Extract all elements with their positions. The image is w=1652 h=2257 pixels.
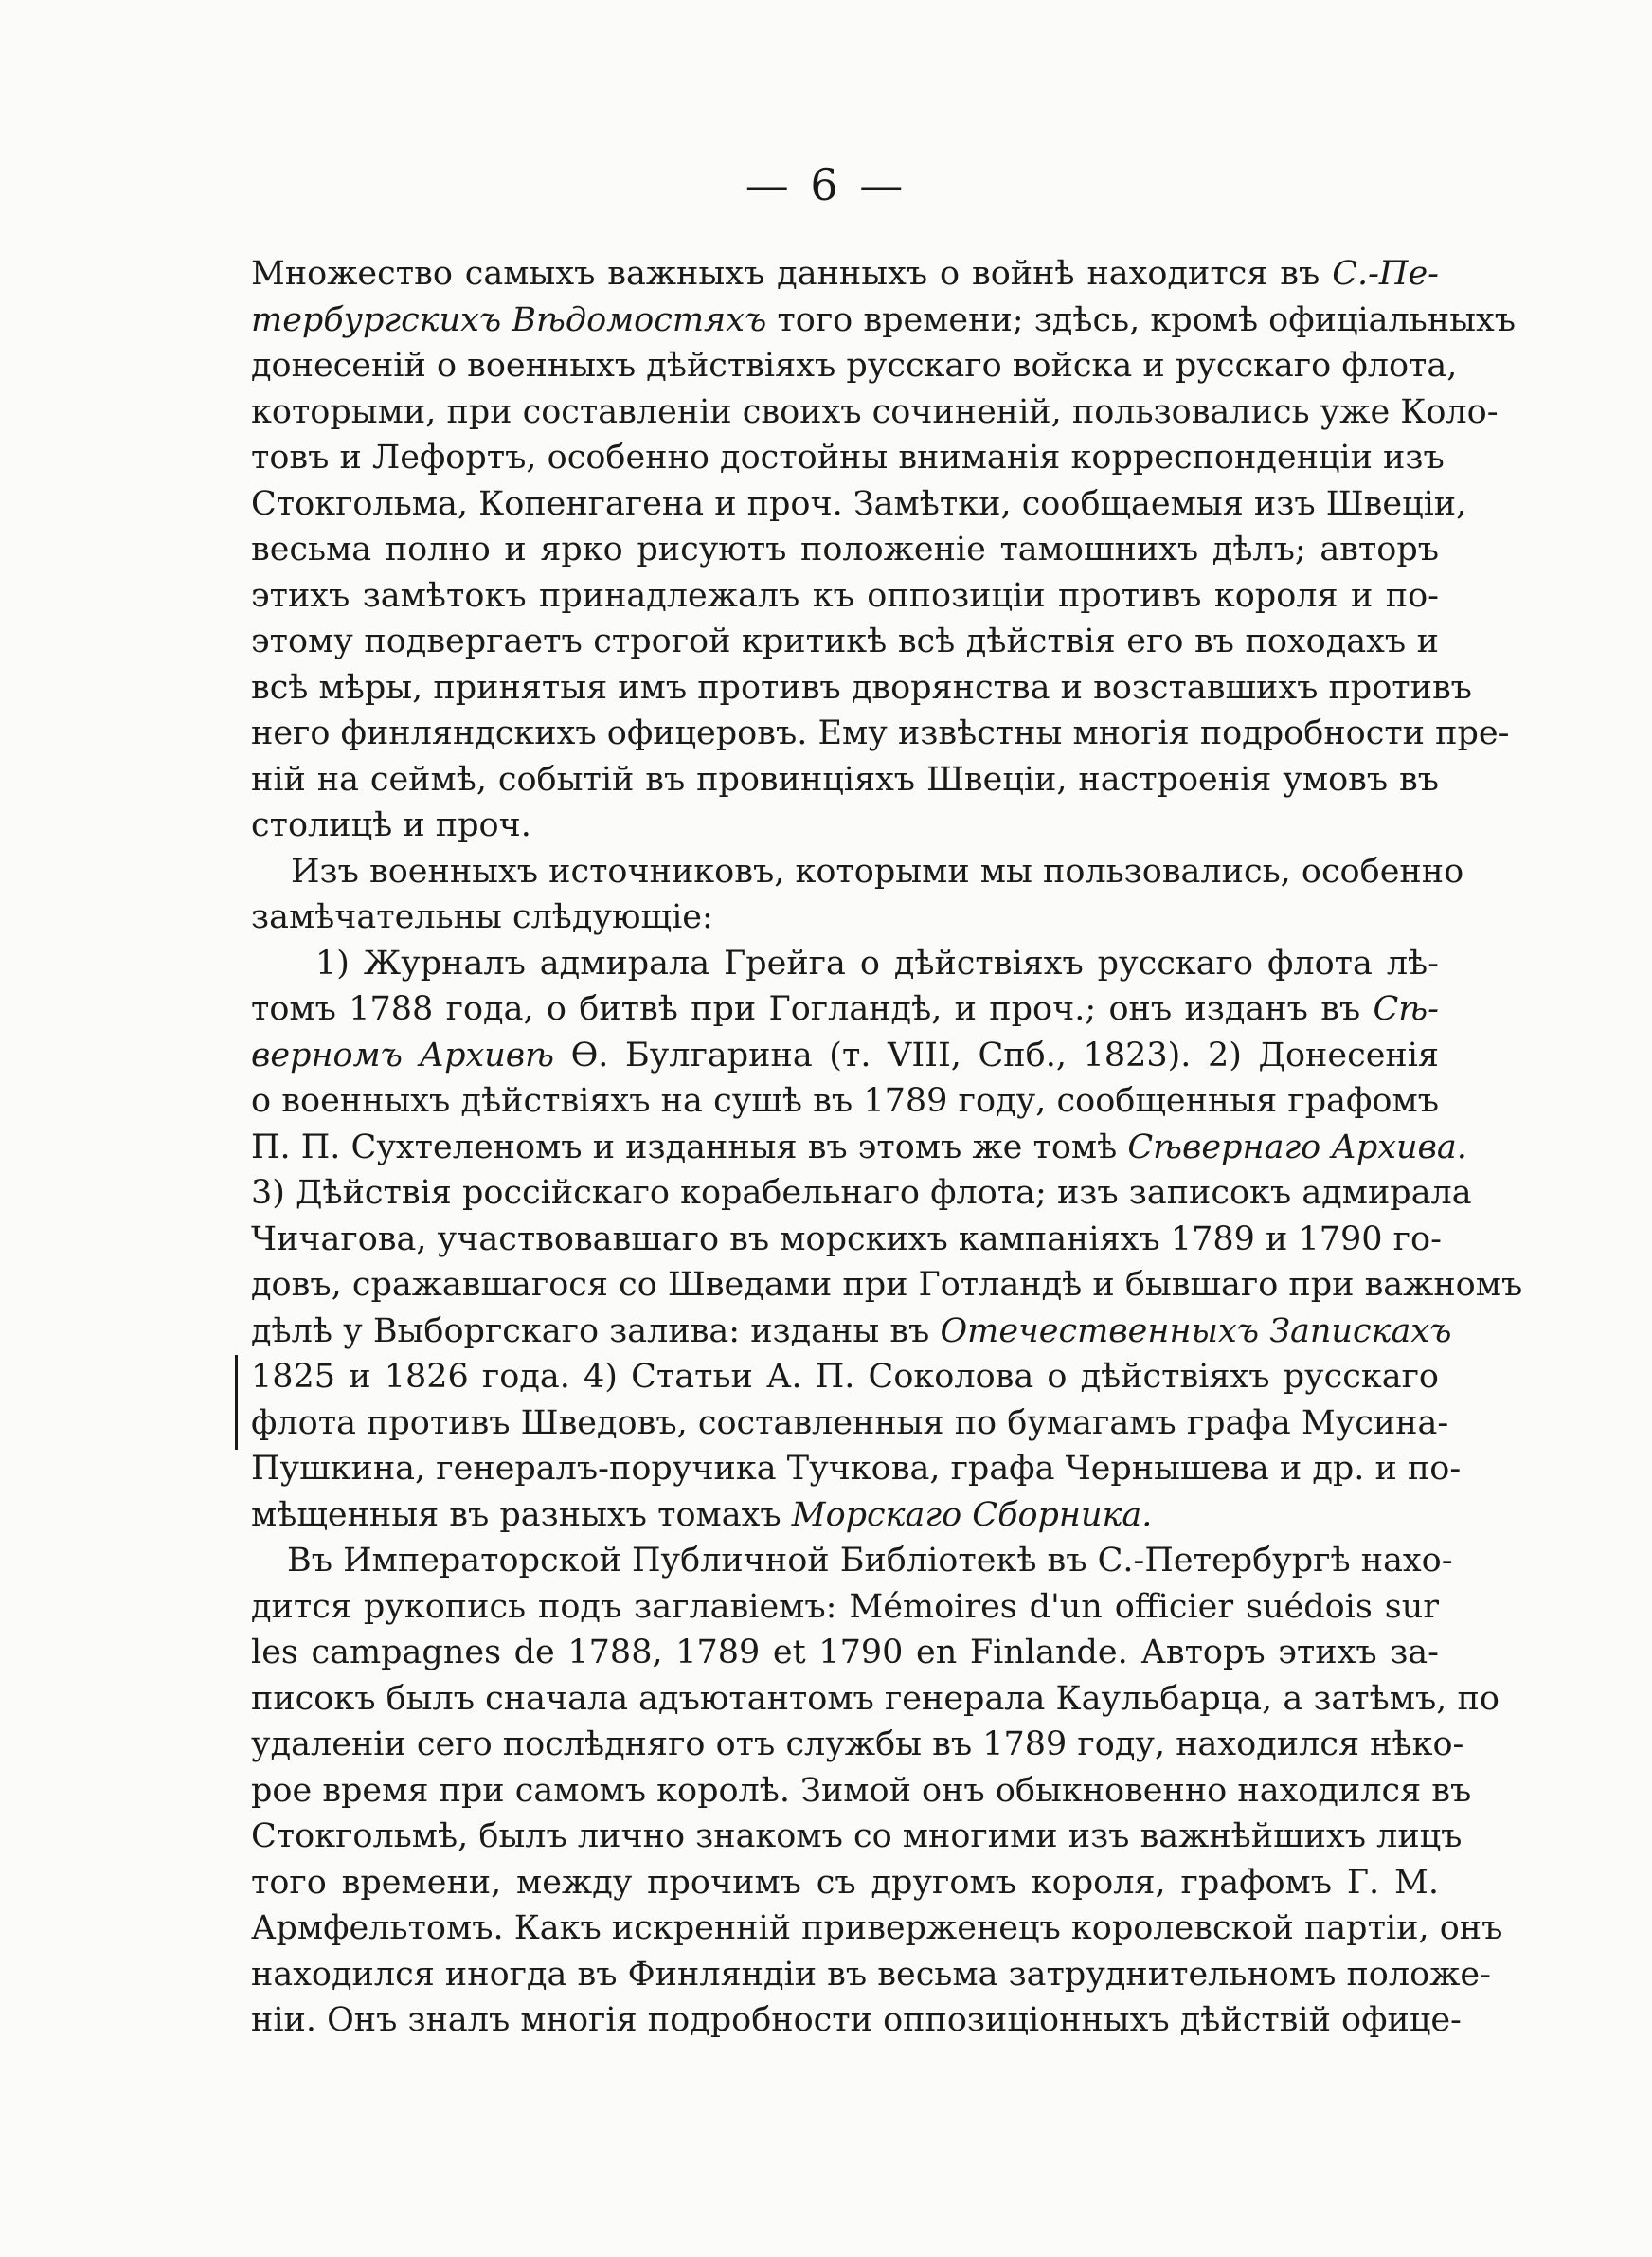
text-line [251,1446,1462,1492]
text-line [251,481,1467,528]
body-text [251,251,1523,2044]
text-segment: того времени; здѣсь, кромѣ офиціальныхъ [766,300,1517,339]
text-line [251,1309,1452,1355]
text-segment: товъ и Лефортъ, особенно достойны вниманія корреспонденціи изъ [251,439,1445,477]
text-line [251,1814,1463,1860]
text-line [251,389,1499,436]
text-segment: флота противъ Шведовъ, составленныя по бумагамъ графа Мусина- [251,1403,1449,1442]
text-segment: всѣ мѣры, принятыя имъ противъ дворянства и возставшихъ противъ [251,668,1472,707]
text-line [251,1630,1439,1676]
text-line [251,757,1439,803]
text-line [251,711,1510,757]
text-line [251,1217,1442,1263]
text-line [251,1768,1472,1815]
text-segment: этому подвергаетъ строгой критикѣ всѣ дѣйствія его въ походахъ и [251,623,1439,660]
text-line [251,573,1439,620]
text-line [251,1170,1472,1217]
text-line [251,1538,1453,1584]
italic-segment: Сѣ- [1373,990,1439,1028]
text-line [251,1400,1449,1447]
text-line [251,1033,1439,1079]
text-segment: весьма полно и ярко рисуютъ положеніе тамошнихъ дѣлъ; авторъ [251,531,1439,569]
text-segment: довъ, сражавшагося со Шведами при Готландѣ и бывшаго при важномъ [251,1266,1523,1304]
text-line [251,803,1439,849]
text-segment: Армфельтомъ. Какъ искренній приверженецъ королевской партіи, онъ [251,1909,1503,1947]
text-line [251,1125,1467,1171]
text-line [251,619,1439,665]
text-segment: 1) Журналъ адмирала Грейга о дѣйствіяхъ русскаго флота лѣ- [315,944,1439,983]
text-segment: Стокгольма, Копенгагена и проч. Замѣтки, сообщаемыя изъ Швеціи, [251,484,1467,523]
text-line [251,251,1439,298]
text-line [251,1905,1503,1952]
text-segment: этихъ замѣтокъ принадлежалъ къ оппозиціи противъ короля и по- [251,576,1439,615]
text-segment: находился иногда въ Финляндіи въ весьма затруднительномъ положе- [251,1955,1491,1994]
text-line [251,435,1445,481]
text-line [251,894,1439,941]
text-segment: Множество самыхъ важныхъ данныхъ о войнѣ находится въ [251,255,1333,293]
italic-segment: С.-Пе- [1332,255,1439,293]
text-segment: писокъ былъ сначала адъютантомъ генерала Каульбарца, а затѣмъ, по [251,1679,1499,1718]
text-line [251,527,1439,573]
text-segment: les campagnes de 1788, 1789 et 1790 en Finlande. Авторъ этихъ за- [251,1634,1439,1671]
text-segment: 1825 и 1826 года. 4) Статьи А. П. Соколова о дѣйствіяхъ русскаго [251,1358,1439,1396]
text-segment: дѣлѣ у Выборгскаго залива: изданы въ [251,1311,941,1350]
italic-segment: Морскаго Сборника. [791,1495,1153,1534]
text-segment: 3) Дѣйствія россійскаго корабельнаго флота; изъ записокъ адмирала [251,1174,1472,1212]
italic-segment: Отечественныхъ Запискахъ [940,1311,1452,1350]
text-segment: дится рукопись подъ заглавіемъ: Mémoires d'un officier suédois sur [251,1587,1439,1626]
text-line [251,1354,1439,1400]
italic-segment: верномъ Архивѣ [251,1036,555,1074]
text-line [251,298,1517,344]
text-line [251,1492,1439,1539]
text-segment: Изъ военныхъ источниковъ, которыми мы пользовались, особенно [291,852,1464,891]
text-line [251,1078,1439,1125]
italic-segment: тербургскихъ Вѣдомостяхъ [251,300,767,339]
text-segment: него финляндскихъ офицеровъ. Ему извѣстны многія подробности пре- [251,714,1510,752]
text-line [251,1584,1439,1631]
text-line [251,665,1472,712]
text-segment: о военныхъ дѣйствіяхъ на сушѣ въ 1789 году, сообщенныя графомъ [251,1082,1439,1120]
text-segment: рое время при самомъ королѣ. Зимой онъ обыкновенно находился въ [251,1771,1472,1810]
text-segment: которыми, при составленіи своихъ сочиненій, пользовались уже Коло- [251,392,1499,431]
text-segment: столицѣ и проч. [251,806,531,844]
text-segment: Въ Императорской Публичной Библіотекѣ въ С.-Петербургѣ нахо- [287,1542,1453,1580]
text-segment: Стокгольмѣ, былъ лично знакомъ со многими изъ важнѣйшихъ лицъ [251,1817,1463,1855]
text-line [251,1722,1464,1768]
margin-mark [235,1355,238,1450]
text-segment: томъ 1788 года, о битвѣ при Гогландѣ, и проч.; онъ изданъ въ [251,990,1374,1028]
text-line [251,1997,1462,2044]
text-line [251,343,1458,389]
text-segment: ніи. Онъ зналъ многія подробности оппозиціонныхъ дѣйствій офице- [251,2001,1462,2039]
italic-segment: Сѣвернаго Архива. [1127,1128,1467,1166]
text-segment: П. П. Сухтеленомъ и изданныя въ этомъ же томѣ [251,1128,1128,1166]
text-line [251,849,1464,895]
text-line [251,1860,1439,1906]
text-segment: того времени, между прочимъ съ другомъ короля, графомъ Г. М. [251,1863,1439,1902]
text-line [251,1676,1499,1723]
text-segment: ній на сеймѣ, событій въ провинціяхъ Швеціи, настроенія умовъ въ [251,760,1439,799]
text-line [251,986,1439,1033]
text-segment: удаленіи сего послѣдняго отъ службы въ 1789 году, находился нѣко- [251,1725,1464,1763]
text-line [251,1262,1523,1309]
text-line [251,941,1439,987]
text-segment: Чичагова, участвовавшаго въ морскихъ кампаніяхъ 1789 и 1790 го- [251,1219,1442,1258]
text-segment: донесеній о военныхъ дѣйствіяхъ русскаго войска и русскаго флота, [251,347,1458,385]
text-segment: замѣчательны слѣдующіе: [251,898,713,936]
text-segment: мѣщенныя въ разныхъ томахъ [251,1495,792,1534]
text-line [251,1952,1491,1998]
page-number: — 6 — [745,159,907,210]
text-segment: Ѳ. Булгарина (т. VIII, Спб., 1823). 2) Донесенія [554,1036,1440,1074]
text-segment: Пушкина, генералъ-поручика Тучкова, графа Чернышева и др. и по- [251,1450,1462,1488]
